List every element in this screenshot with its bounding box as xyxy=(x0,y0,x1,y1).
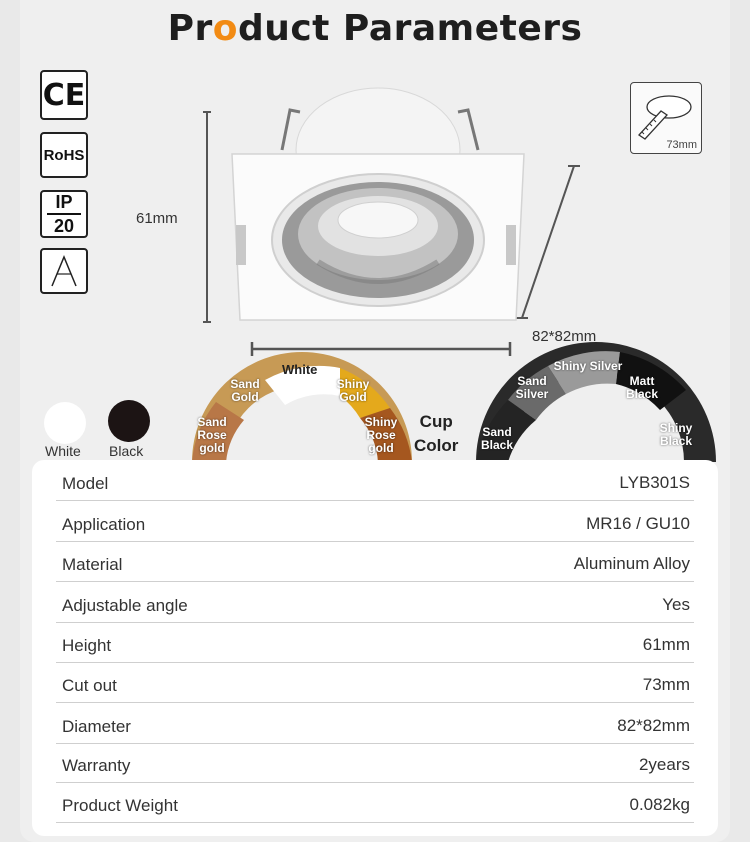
spec-table xyxy=(32,460,718,836)
ip20-icon: IP 20 xyxy=(40,190,88,238)
spec-key: Adjustable angle xyxy=(62,596,188,615)
spec-key: Model xyxy=(62,474,109,493)
cutout-saw-icon: 73mm xyxy=(630,82,702,154)
spec-value: 73mm xyxy=(642,675,690,694)
cup-color-shiny-black-label: Shiny Black xyxy=(659,421,693,448)
height-dimension-label: 61mm xyxy=(136,210,178,227)
spec-key: Product Weight xyxy=(62,796,178,815)
swatch-white xyxy=(44,402,86,444)
spec-value: MR16 / GU10 xyxy=(586,514,690,533)
table-row xyxy=(56,501,694,542)
table-row xyxy=(56,582,694,623)
spec-key: Cut out xyxy=(62,676,117,695)
table-row xyxy=(56,541,694,582)
cup-color-sand-black-label: Sand Black xyxy=(480,425,514,452)
table-row xyxy=(56,742,694,783)
spec-value: 2years xyxy=(638,755,690,774)
cup-color-shiny-silver-label: Shiny Silver xyxy=(553,359,623,373)
cup-color-sand-rose-gold-label: Sand Rose gold xyxy=(197,415,227,455)
cup-color-sand-gold-label: Sand Gold xyxy=(230,377,260,404)
width-dimension-label: 82*82mm xyxy=(532,328,597,345)
spec-key: Material xyxy=(62,555,123,574)
spec-value: Yes xyxy=(662,595,690,614)
cup-color-shiny-rose-gold-label: Shiny Rose gold xyxy=(364,415,398,455)
spec-key: Diameter xyxy=(62,717,131,736)
spec-key: Warranty xyxy=(62,756,131,775)
spec-key: Application xyxy=(62,515,146,534)
spec-value: LYB301S xyxy=(619,473,690,492)
spec-value: 82*82mm xyxy=(617,716,690,735)
table-row xyxy=(56,622,694,663)
ce-mark-icon: CE xyxy=(40,70,88,120)
spec-value: Aluminum Alloy xyxy=(573,554,690,573)
cup-color-sand-silver-label: Sand Silver xyxy=(515,374,549,401)
cup-color-matt-black-label: Matt Black xyxy=(625,374,659,401)
cup-color-shiny-gold-label: Shiny Gold xyxy=(336,377,370,404)
table-row xyxy=(56,782,694,823)
page-title: Product Parameters xyxy=(167,8,583,49)
table-row xyxy=(56,703,694,744)
swatch-black-label: Black xyxy=(109,443,144,459)
swatch-white-label: White xyxy=(45,443,81,459)
cup-color-white-label: White xyxy=(282,362,318,377)
cup-color-heading: Cup Color xyxy=(414,412,459,455)
spec-key: Height xyxy=(62,636,112,655)
spec-value: 0.082kg xyxy=(629,795,690,814)
spec-value: 61mm xyxy=(642,635,690,654)
table-row xyxy=(56,662,694,703)
swatch-black xyxy=(108,400,150,442)
rohs-icon: RoHS xyxy=(40,132,88,178)
table-row xyxy=(56,460,694,501)
